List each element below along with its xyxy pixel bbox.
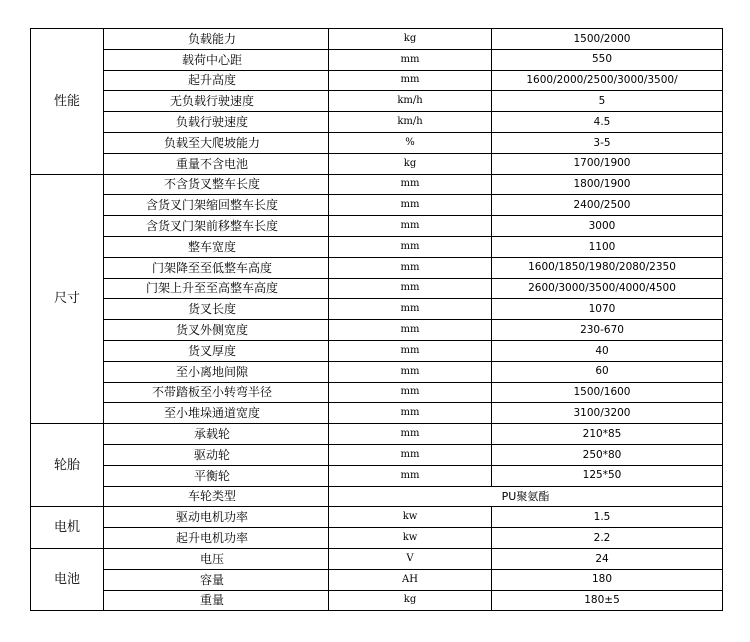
row-value: 3-5 [593, 136, 611, 149]
row-unit: mm [329, 195, 492, 216]
row-unit: km/h [329, 112, 492, 133]
row-unit: mm [329, 257, 492, 278]
row-unit: % [329, 132, 492, 153]
row-value: 1800/1900 [573, 178, 631, 191]
table-row [31, 299, 723, 320]
row-name: 重量 [199, 593, 224, 608]
row-value: 230-670 [580, 323, 624, 336]
row-value: 210*85 [582, 427, 622, 440]
row-value: 1100 [588, 240, 616, 253]
row-name: 含货叉门架缩回整车长度 [145, 198, 278, 213]
table-row [31, 153, 723, 174]
table-row [31, 382, 723, 403]
row-name: 含货叉门架前移整车长度 [145, 219, 278, 234]
row-name: 至小堆垛通道宽度 [163, 406, 260, 421]
row-name: 无负载行驶速度 [169, 94, 254, 109]
row-unit: kg [329, 29, 492, 50]
table-row [31, 195, 723, 216]
row-value: 250*80 [582, 448, 622, 461]
row-unit: kg [329, 590, 492, 611]
row-value: 40 [595, 344, 609, 357]
row-name: 起升高度 [187, 73, 236, 88]
row-value: 3100/3200 [573, 406, 631, 419]
row-value: 2400/2500 [573, 199, 631, 212]
row-unit: AH [329, 569, 492, 590]
row-unit: kw [329, 528, 492, 549]
row-name: 货叉厚度 [187, 343, 236, 358]
row-value: 1500/1600 [573, 386, 631, 399]
row-name: 门架降至至低整车高度 [151, 260, 272, 275]
row-name: 负载至大爬坡能力 [163, 135, 260, 150]
row-name: 货叉长度 [187, 302, 236, 317]
row-value: 1600/2000/2500/3000/3500/ [526, 74, 678, 87]
table-row [31, 590, 723, 611]
row-value: 60 [595, 365, 609, 378]
row-merged-value: PU聚氨酯 [329, 486, 723, 507]
group-label-tires: 轮胎 [31, 424, 104, 507]
table-row [31, 486, 723, 507]
group-label-dimensions: 尺寸 [31, 174, 104, 424]
row-unit: mm [329, 320, 492, 341]
row-unit: mm [329, 465, 492, 486]
row-name: 不含货叉整车长度 [163, 177, 260, 192]
table-row [31, 444, 723, 465]
table-row [31, 569, 723, 590]
row-unit: mm [329, 278, 492, 299]
row-name: 电压 [199, 551, 224, 566]
row-value: 3000 [588, 219, 616, 232]
row-name: 平衡轮 [193, 468, 230, 483]
row-name: 负载行驶速度 [175, 115, 248, 130]
row-unit: mm [329, 49, 492, 70]
row-unit: mm [329, 361, 492, 382]
table-row [31, 49, 723, 70]
row-name: 整车宽度 [187, 239, 236, 254]
row-unit: mm [329, 424, 492, 445]
table-row [31, 278, 723, 299]
row-value: 125*50 [582, 469, 622, 482]
row-name: 驱动电机功率 [175, 510, 248, 525]
table-row [31, 507, 723, 528]
row-unit: mm [329, 340, 492, 361]
row-value: 180±5 [584, 594, 620, 607]
row-unit: mm [329, 70, 492, 91]
row-unit: km/h [329, 91, 492, 112]
table-row [31, 340, 723, 361]
row-name: 重量不含电池 [175, 156, 248, 171]
row-unit: V [329, 548, 492, 569]
row-name: 负载能力 [187, 31, 236, 46]
table-row [31, 132, 723, 153]
row-name: 门架上升至至高整车高度 [145, 281, 278, 296]
row-value: 550 [591, 53, 613, 66]
row-value: 2600/3000/3500/4000/4500 [528, 282, 676, 295]
row-name: 驱动轮 [193, 447, 230, 462]
table-row [31, 112, 723, 133]
table-row [31, 403, 723, 424]
row-name: 车轮类型 [187, 489, 236, 504]
table-row [31, 361, 723, 382]
group-label-motor: 电机 [31, 507, 104, 549]
row-name: 容量 [199, 572, 224, 587]
row-value: 1.5 [593, 510, 611, 523]
table-row [31, 424, 723, 445]
row-value: 2.2 [593, 531, 611, 544]
row-value: 1600/1850/1980/2080/2350 [528, 261, 676, 274]
row-unit: mm [329, 299, 492, 320]
row-unit: kw [329, 507, 492, 528]
row-unit: mm [329, 444, 492, 465]
row-value: 5 [598, 95, 606, 108]
group-label-performance: 性能 [31, 29, 104, 175]
table-row [31, 257, 723, 278]
row-unit: mm [329, 216, 492, 237]
spec-table [30, 28, 723, 611]
row-unit: mm [329, 236, 492, 257]
row-name: 载荷中心距 [181, 52, 242, 67]
table-row [31, 29, 723, 50]
row-name: 至小离地间隙 [175, 364, 248, 379]
row-value: 180 [591, 573, 613, 586]
row-name: 货叉外侧宽度 [175, 323, 248, 338]
table-row [31, 216, 723, 237]
table-row [31, 70, 723, 91]
table-row [31, 548, 723, 569]
table-row [31, 465, 723, 486]
row-unit: mm [329, 382, 492, 403]
row-unit: mm [329, 403, 492, 424]
table-row [31, 528, 723, 549]
row-name: 起升电机功率 [175, 531, 248, 546]
table-row [31, 236, 723, 257]
row-value: 1700/1900 [573, 157, 631, 170]
row-name: 承载轮 [193, 427, 230, 442]
row-unit: mm [329, 174, 492, 195]
row-name: 不带踏板至小转弯半径 [151, 385, 272, 400]
table-row [31, 91, 723, 112]
table-row [31, 174, 723, 195]
row-value: 4.5 [593, 115, 611, 128]
row-value: 1070 [588, 303, 616, 315]
row-value: 24 [595, 552, 609, 565]
row-value: 1500/2000 [573, 32, 631, 45]
table-row [31, 320, 723, 341]
row-unit: kg [329, 153, 492, 174]
group-label-battery: 电池 [31, 548, 104, 610]
